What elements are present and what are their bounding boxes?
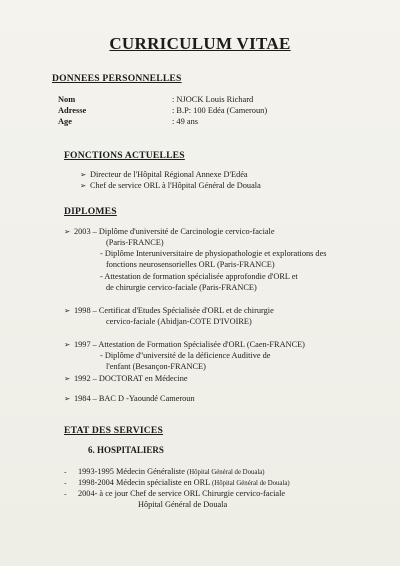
- subsection-heading-hospital: 6. HOSPITALIERS: [88, 445, 164, 455]
- arrow-bullet-icon: ➢: [64, 374, 71, 383]
- diploma-1992: ➢ 1992 – DOCTORAT en Médecine: [64, 374, 188, 383]
- diploma-line: (Paris-FRANCE): [106, 238, 164, 247]
- personal-row-address: [58, 106, 267, 115]
- section-heading-personal: DONNEES PERSONNELLES: [52, 73, 182, 84]
- arrow-bullet-icon: ➢: [64, 227, 71, 236]
- personal-row-age: [58, 117, 198, 126]
- diploma-line: de chirurgie cervico-faciale (Paris-FRANCE): [106, 283, 257, 292]
- field-value: : 49 ans: [172, 117, 199, 126]
- diploma-line: - Diplôme d''université de la déficience Auditive de: [100, 351, 271, 360]
- arrow-bullet-icon: ➢: [80, 170, 87, 179]
- list-item: ➢ Directeur de l'Hôpital Régional Annexe D'Edéa: [80, 170, 248, 179]
- personal-row-name: [58, 95, 253, 104]
- section-heading-services: ETAT DES SERVICES: [64, 425, 164, 436]
- diploma-line: - Diplôme Interuniversitaire de physiopathologie et explorations des: [100, 249, 327, 258]
- dash-bullet: -: [64, 489, 67, 498]
- diploma-line: l'enfant (Besançon-FRANCE): [106, 362, 206, 371]
- field-label: Age: [58, 117, 72, 126]
- arrow-bullet-icon: ➢: [64, 394, 71, 403]
- field-value: : B.P: 100 Edéa (Cameroun): [172, 106, 268, 115]
- diploma-line: - Attestation de formation spécialisée approfondie d'ORL et: [100, 272, 298, 281]
- dash-bullet: -: [64, 478, 67, 487]
- field-label: Adresse: [58, 106, 87, 115]
- diploma-line: cervico-faciale (Abidjan-COTE D'IVOIRE): [106, 317, 252, 326]
- diploma-1998: ➢ 1998 – Certificat d'Etudes Spécialisée d'ORL et de chirurgie: [64, 306, 274, 315]
- field-label: Nom: [58, 95, 76, 104]
- service-item: - 1998-2004 Médecin spécialiste en ORL (Hôpital Général de Douala): [64, 478, 290, 487]
- diploma-line: fonctions neurosensorielles ORL (Paris-FRANCE): [106, 260, 275, 269]
- section-heading-functions: FONCTIONS ACTUELLES: [64, 150, 185, 161]
- diploma-2003: ➢ 2003 – Diplôme d'université de Carcinologie cervico-faciale: [64, 227, 275, 236]
- list-item: ➢ Chef de service ORL à l'Hôpital Général de Douala: [80, 181, 261, 190]
- section-heading-diplomas: DIPLOMES: [64, 206, 117, 217]
- arrow-bullet-icon: ➢: [64, 306, 71, 315]
- document-title: CURRICULUM VITAE: [109, 34, 291, 53]
- arrow-bullet-icon: ➢: [80, 181, 87, 190]
- service-item: - 1993-1995 Médecin Généraliste (Hôpital Général de Douala): [64, 467, 265, 476]
- diploma-1997: ➢ 1997 – Attestation de Formation Spécialisée d'ORL (Caen-FRANCE): [64, 340, 305, 349]
- diploma-1984: ➢ 1984 – BAC D -Yaoundé Cameroun: [64, 394, 195, 403]
- field-value: : NJOCK Louis Richard: [172, 95, 254, 104]
- service-continuation: Hôpital Général de Douala: [138, 500, 228, 509]
- dash-bullet: -: [64, 467, 67, 476]
- arrow-bullet-icon: ➢: [64, 340, 71, 349]
- service-item: - 2004- à ce jour Chef de service ORL Chirurgie cervico-faciale: [64, 489, 286, 498]
